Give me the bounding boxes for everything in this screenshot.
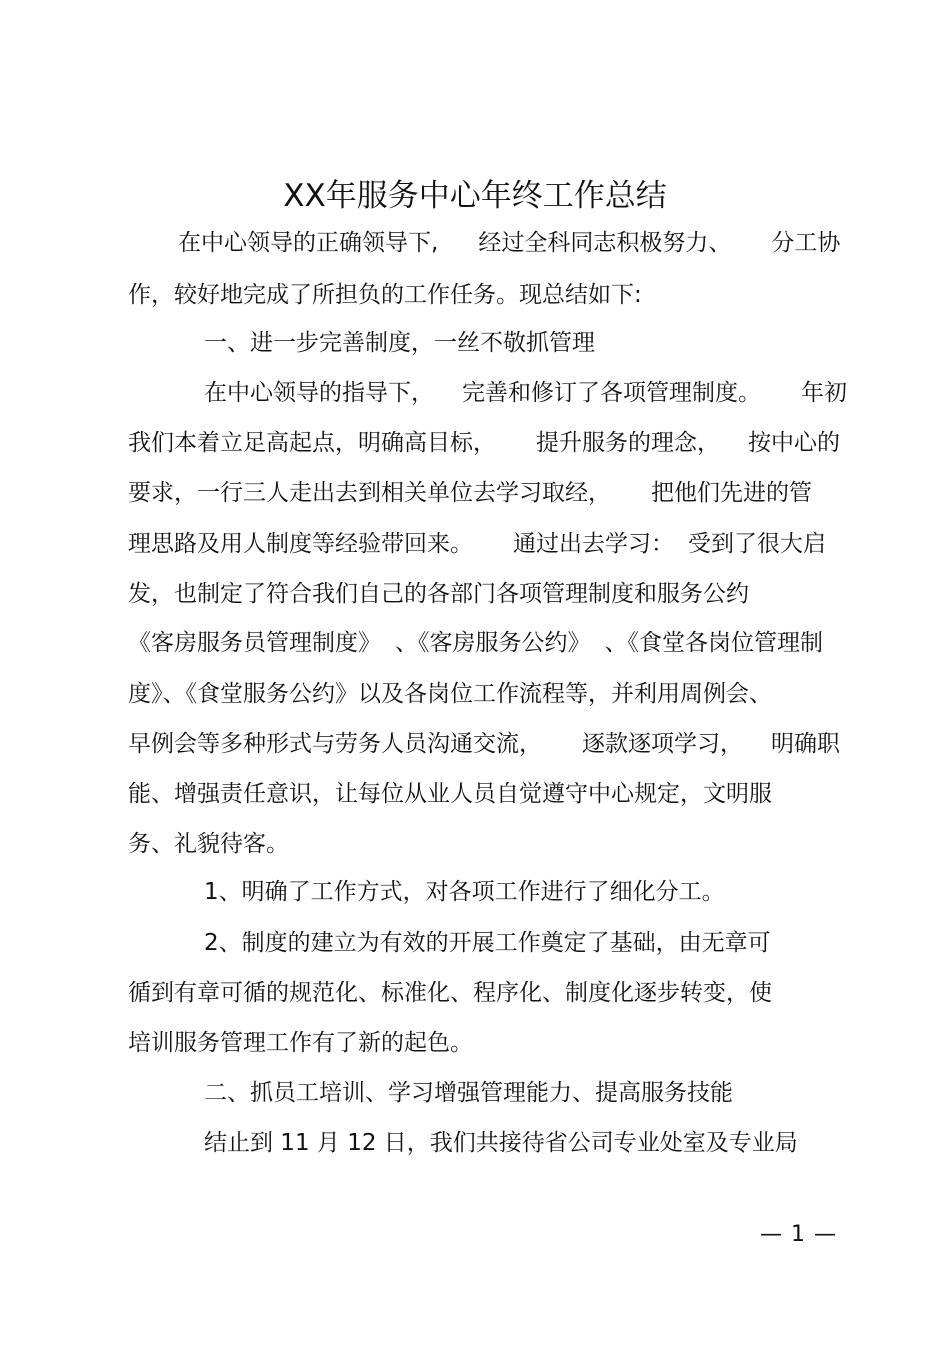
section-heading-1: 一、进一步完善制度，一丝不敬抓管理	[204, 330, 595, 356]
text-segment: 在中心领导的指导下，	[204, 380, 434, 406]
paragraph-line	[128, 476, 812, 510]
text-segment: 《客房服务员管理制度》	[128, 630, 381, 656]
text-segment: 经过全科同志积极努力、	[478, 230, 732, 256]
numbered-item-2-line-3: 培训服务管理工作有了新的起色。	[128, 1030, 473, 1056]
paragraph-line: 度》、《食堂服务公约》以及各岗位工作流程等，并利用周例会、	[128, 681, 772, 707]
text-segment: 分工协	[771, 230, 841, 256]
text-segment: 逐款逐项学习，	[582, 731, 743, 757]
text-segment: 要求，一行三人走出去到相关单位去学习取经，	[128, 480, 611, 506]
numbered-item-2-line-2: 循到有章可循的规范化、标准化、程序化、制度化逐步转变，使	[128, 980, 772, 1006]
text-segment: 年初	[801, 380, 847, 406]
text-segment: 理思路及用人制度等经验带回来。	[128, 531, 473, 557]
page-number: — 1 —	[760, 1222, 837, 1247]
paragraph-line	[128, 527, 826, 561]
text-segment: 明确职	[771, 731, 840, 757]
text-segment: 、《食堂各岗位管理制	[604, 630, 823, 656]
numbered-item-2-line-1: 2、制度的建立为有效的开展工作奠定了基础，由无章可	[204, 930, 771, 956]
page-title: XX年服务中心年终工作总结	[283, 178, 667, 214]
text-segment: 完善和修订了各项管理制度。	[462, 380, 761, 406]
section-heading-2: 二、抓员工培训、学习增强管理能力、提高服务技能	[204, 1080, 733, 1106]
text-segment: 在中心领导的正确领导下,	[178, 230, 439, 256]
paragraph-line: 发，也制定了符合我们自己的各部门各项管理制度和服务公约	[128, 581, 749, 607]
text-segment: 把他们先进的管	[651, 480, 812, 506]
numbered-item-1: 1、明确了工作方式，对各项工作进行了细化分工。	[204, 879, 725, 905]
intro-line-2: 作，较好地完成了所担负的工作任务。现总结如下:	[128, 282, 642, 308]
paragraph-line: 能、增强责任意识，让每位从业人员自觉遵守中心规定，文明服	[128, 781, 772, 807]
paragraph-line: 务、礼貌待客。	[128, 831, 289, 857]
paragraph-line	[204, 376, 847, 410]
intro-line-1	[178, 226, 840, 260]
text-segment: 受到了很大启	[688, 531, 826, 557]
text-segment: 按中心的	[748, 430, 840, 456]
text-segment: 我们本着立足高起点，明确高目标，	[128, 430, 496, 456]
text-segment: 通过出去学习：	[513, 531, 674, 557]
paragraph-line	[128, 426, 840, 460]
text-segment: 早例会等多种形式与劳务人员沟通交流，	[128, 731, 542, 757]
text-segment: 、《客房服务公约》	[395, 630, 591, 656]
paragraph-line: 结止到 11 月 12 日，我们共接待省公司专业处室及专业局	[204, 1130, 798, 1156]
paragraph-line	[128, 626, 823, 660]
paragraph-line	[128, 727, 840, 761]
text-segment: 提升服务的理念，	[536, 430, 720, 456]
